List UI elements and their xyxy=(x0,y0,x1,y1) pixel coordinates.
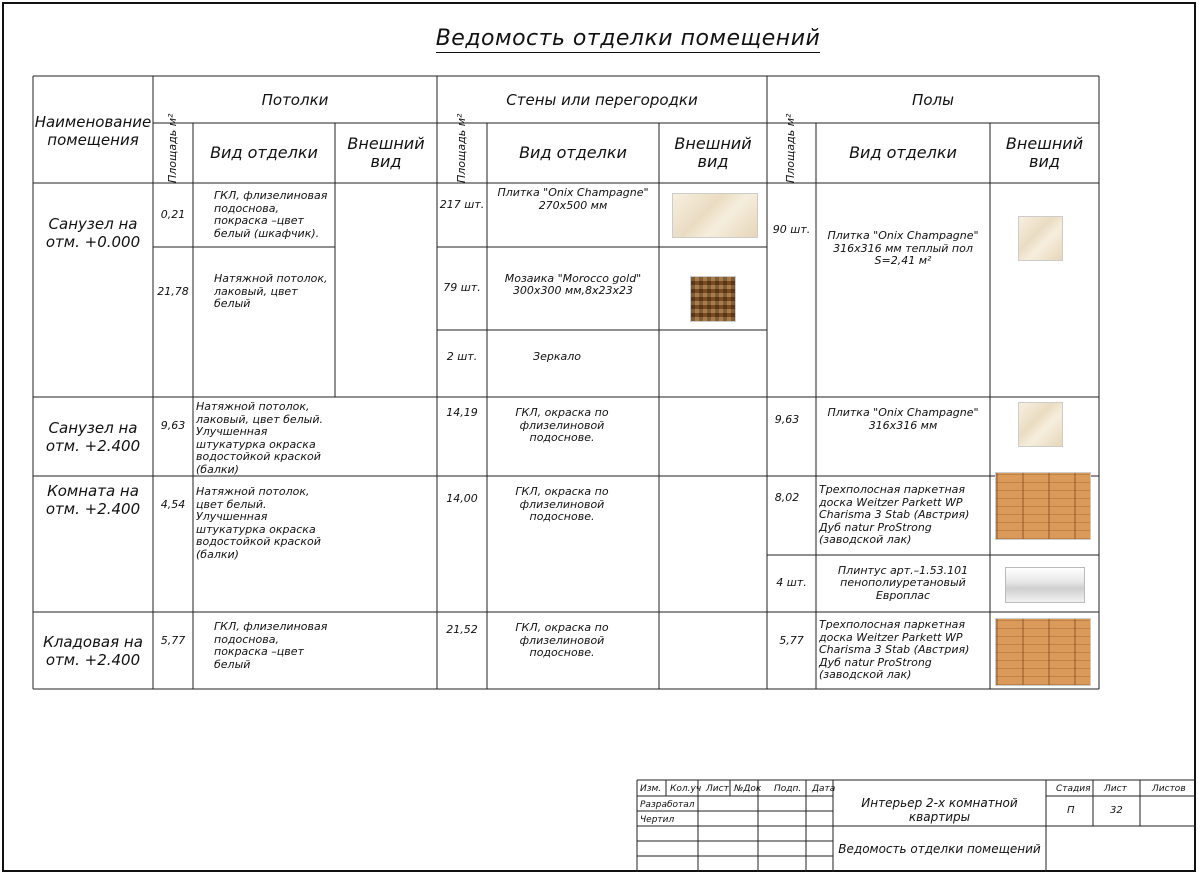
header-ceil-appearance: Внешний вид xyxy=(347,134,425,171)
header-floor-area: Площадь м² xyxy=(784,113,797,183)
stamp-project: Интерьер 2-х комнатной квартиры xyxy=(861,796,1018,824)
stamp-sheet-name: Ведомость отделки помещений xyxy=(838,842,1041,856)
floor-finish: Плитка "Onix Champagne" 316х316 мм xyxy=(827,406,979,432)
header-ceil-finish: Вид отделки xyxy=(210,143,318,162)
floor-finish: Плитка "Onix Champagne" 316х316 мм теплый пол S=2,41 м² xyxy=(827,229,979,268)
onix-tile-swatch xyxy=(672,193,758,238)
wall-finish: ГКЛ, окраска по флизелиновой подоснове. xyxy=(515,485,609,523)
header-room-name: Наименование помещения xyxy=(34,113,152,149)
stamp-razrab: Разработал xyxy=(640,800,695,810)
header-ceilings: Потолки xyxy=(261,90,329,109)
wall-finish: Зеркало xyxy=(533,349,581,363)
wall-area: 21,52 xyxy=(446,623,478,636)
header-floor-appearance: Внешний вид xyxy=(1005,134,1084,171)
wall-finish: ГКЛ, окраска по флизелиновой подоснове. xyxy=(515,621,609,659)
floor-finish: Плинтус арт.–1.53.101 пенополиуретановый Европлас xyxy=(837,563,969,602)
floor-area: 9,63 xyxy=(774,412,800,426)
room-name: Санузел на отм. +0.000 xyxy=(45,215,141,251)
wall-finish: Мозаика "Morocco gold" 300х300 мм,8х23х23 xyxy=(504,271,642,297)
header-wall-area: Площадь м² xyxy=(455,113,468,183)
stamp-stadiya: Стадия xyxy=(1056,784,1091,794)
header-wall-finish: Вид отделки xyxy=(519,143,627,162)
header-ceil-area: Площадь м² xyxy=(166,113,179,183)
header-walls: Стены или перегородки xyxy=(506,90,698,109)
floor-finish: Трехполосная паркетная доска Weitzer Parkett WP Charisma 3 Stab (Австрия) Дуб natur ProStrong (заводской лак) xyxy=(819,618,970,682)
onix-tile-swatch xyxy=(1018,402,1063,447)
ceil-area: 0,21 xyxy=(160,207,186,221)
stamp-kol: Кол.уч xyxy=(670,784,702,794)
room-name: Комната на отм. +2.400 xyxy=(45,482,141,518)
ceil-area: 4,54 xyxy=(160,497,186,511)
stamp-chertil: Чертил xyxy=(640,815,675,825)
stamp-stage-value: П xyxy=(1067,805,1075,816)
parquet-swatch xyxy=(995,472,1091,540)
stamp-list: Лист xyxy=(706,784,729,794)
floor-area: 5,77 xyxy=(779,633,804,647)
plinth-swatch xyxy=(1005,567,1085,603)
room-name: Кладовая на отм. +2.400 xyxy=(43,632,143,669)
ceil-area: 21,78 xyxy=(157,284,189,298)
wall-finish: ГКЛ, окраска по флизелиновой подоснове. xyxy=(515,406,609,444)
floor-finish: Трехполосная паркетная доска Weitzer Parkett WP Charisma 3 Stab (Австрия) Дуб natur ProStrong (заводской лак) xyxy=(819,483,970,547)
floor-area: 90 шт. xyxy=(772,222,811,236)
wall-area: 217 шт. xyxy=(439,197,485,211)
stamp-izm: Изм. xyxy=(640,784,662,794)
floor-area: 4 шт. xyxy=(776,576,807,590)
stamp-data: Дата xyxy=(812,784,836,794)
stamp-ndok: №Док xyxy=(734,784,762,794)
parquet-swatch xyxy=(995,618,1091,686)
wall-area: 14,00 xyxy=(446,492,478,505)
ceil-area: 9,63 xyxy=(160,418,186,432)
wall-area: 79 шт. xyxy=(443,281,481,295)
wall-area: 2 шт. xyxy=(446,349,478,363)
ceil-finish: ГКЛ, флизелиновая подоснова, покраска –цвет белый xyxy=(214,620,328,671)
header-wall-appearance: Внешний вид xyxy=(674,134,752,171)
header-floors: Полы xyxy=(912,90,954,109)
stamp-list2: Лист xyxy=(1104,784,1127,794)
header-floor-finish: Вид отделки xyxy=(849,143,957,162)
ceil-finish: Натяжной потолок, цвет белый. Улучшенная штукатурка окраска водостойкой краской (балки) xyxy=(196,485,321,561)
wall-area: 14,19 xyxy=(446,406,478,419)
stamp-sheet-value: 32 xyxy=(1110,805,1123,816)
wall-finish: Плитка "Onix Champagne" 270х500 мм xyxy=(497,186,649,212)
stamp-podp: Подп. xyxy=(774,784,802,794)
ceil-finish: Натяжной потолок, лаковый, цвет белый xyxy=(214,272,328,311)
ceil-area: 5,77 xyxy=(160,633,186,647)
ceil-finish: Натяжной потолок, лаковый, цвет белый. Улучшенная штукатурка окраска водостойкой краской (балки) xyxy=(196,400,324,476)
floor-area: 8,02 xyxy=(774,490,800,504)
stamp-listov: Листов xyxy=(1152,784,1186,794)
ceil-finish: ГКЛ, флизелиновая подоснова, покраска –цвет белый (шкафчик). xyxy=(214,189,328,240)
page-title: Ведомость отделки помещений xyxy=(435,26,821,51)
onix-tile-swatch xyxy=(1018,216,1063,261)
room-name: Санузел на отм. +2.400 xyxy=(45,418,141,455)
mosaic-swatch xyxy=(690,276,736,322)
